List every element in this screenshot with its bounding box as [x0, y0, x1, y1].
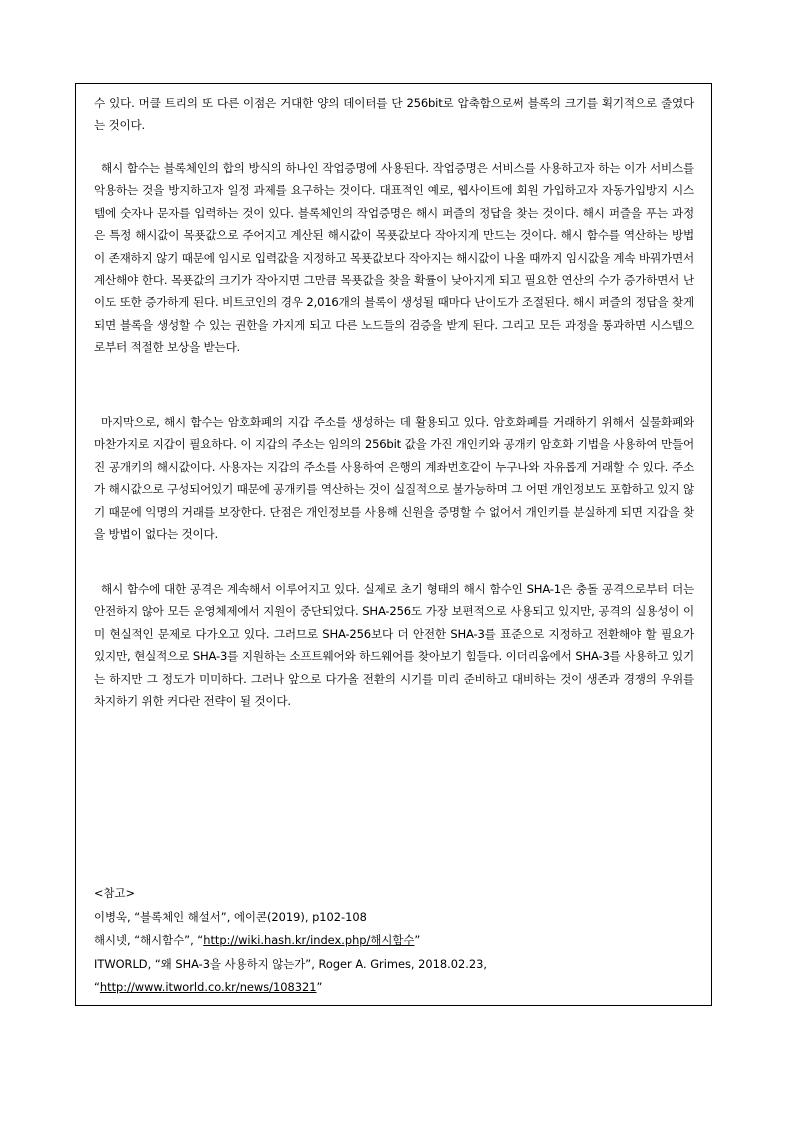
- reference-item: 이병욱, “블록체인 해설서”, 에이콘(2019), p102-108: [94, 909, 367, 924]
- paragraph-wallet-address: 마지막으로, 해시 함수는 암호화폐의 지갑 주소를 생성하는 데 활용되고 있다. 암호화폐를 거래하기 위해서 실물화폐와 마찬가지로 지갑이 필요하다. 이 지갑의 주소는 임의의 256bit 값을 가진 개인키와 공개키 암호화 기법을 사용하여 만들어진 공개키의 해시값이다. 사용자는 지갑의 주소를 사용하여 은행의 계좌번호같이 누구나와 자유롭게 거래할 수 있다. 주소가 해시값으로 구성되어있기 때문에 공개키를 역산하는 것이 실질적으로 불가능하며 그 어떤 개인정보도 포함하고 있지 않기 때문에 익명의 거래를 보장한다. 단점은 개인정보를 사용해 신원을 증명할 수 없어서 개인키를 분실하게 되면 지갑을 찾을 방법이 없다는 것이다.: [94, 415, 694, 542]
- paragraph-hash-attacks: 해시 함수에 대한 공격은 계속해서 이루어지고 있다. 실제로 초기 형태의 해시 함수인 SHA-1은 충돌 공격으로부터 더는 안전하지 않아 모든 운영체제에서 지원이 중단되었다. SHA-256도 가장 보편적으로 사용되고 있지만, 공격의 실용성이 이미 현실적인 문제로 다가오고 있다. 그러므로 SHA-256보다 더 안전한 SHA-3를 표준으로 지정하고 전환해야 할 필요가 있지만, 현실적으로 SHA-3를 지원하는 소프트웨어와 하드웨어를 찾아보기 힘들다. 이더리움에서 SHA-3를 사용하고 있기는 하지만 그 정도가 미미하다. 그러나 앞으로 다가올 전환의 시기를 미리 준비하고 대비하는 것이 생존과 경쟁의 우위를 차지하기 위한 커다란 전략이 될 것이다.: [94, 582, 694, 709]
- references-heading: <참고>: [94, 886, 136, 900]
- paragraph-merkle-tree: 수 있다. 머클 트리의 또 다른 이점은 거대한 양의 데이터를 단 256bit로 압축함으로써 블록의 크기를 획기적으로 줄였다는 것이다.: [94, 96, 694, 133]
- paragraph-proof-of-work: 해시 함수는 블록체인의 합의 방식의 하나인 작업증명에 사용된다. 작업증명은 서비스를 사용하고자 하는 이가 서비스를 악용하는 것을 방지하고자 일정 과제를 요구하는 것이다. 대표적인 예로, 웹사이트에 회원 가입하고자 자동가입방지 시스템에 숫자나 문자를 입력하는 것이 있다. 블록체인의 작업증명은 해시 퍼즐의 정답을 찾는 것이다. 해시 퍼즐을 푸는 과정은 특정 해시값이 목푯값으로 주어지고 계산된 해시값이 목푯값보다 작아지게 만드는 것이다. 해시 함수를 역산하는 방법이 존재하지 않기 때문에 임시로 입력값을 지정하고 목푯값보다 작아지는 해시값이 나올 때까지 임시값을 계속 바꿔가면서 계산해야 한다. 목푯값의 크기가 작아지면 그만큼 목푯값을 찾을 확률이 낮아지게 되고 필요한 연산의 수가 증가하면서 난이도 또한 증가하게 된다. 비트코인의 경우 2,016개의 블록이 생성될 때마다 난이도가 조절된다. 해시 퍼즐의 정답을 찾게 되면 블록을 생성할 수 있는 권한을 가지게 되고 다른 노드들의 검증을 받게 된다. 그리고 모든 과정을 통과하면 시스템으로부터 적절한 보상을 받는다.: [94, 161, 694, 355]
- reference-text: ”: [316, 980, 323, 994]
- reference-item: [94, 976, 694, 1000]
- reference-link-itworld[interactable]: http://www.itworld.co.kr/news/108321: [99, 980, 317, 994]
- reference-item: ITWORLD, “왜 SHA-3을 사용하지 않는가”, Roger A. Grimes, 2018.02.23,: [94, 956, 487, 971]
- reference-text: “: [94, 980, 100, 994]
- reference-link-hashnet[interactable]: http://wiki.hash.kr/index.php/해시함수: [203, 933, 415, 947]
- reference-text: 해시넷, “해시함수”, “: [94, 933, 204, 947]
- reference-item: [94, 929, 694, 953]
- references-section: [94, 882, 694, 1000]
- reference-text: ”: [414, 933, 421, 947]
